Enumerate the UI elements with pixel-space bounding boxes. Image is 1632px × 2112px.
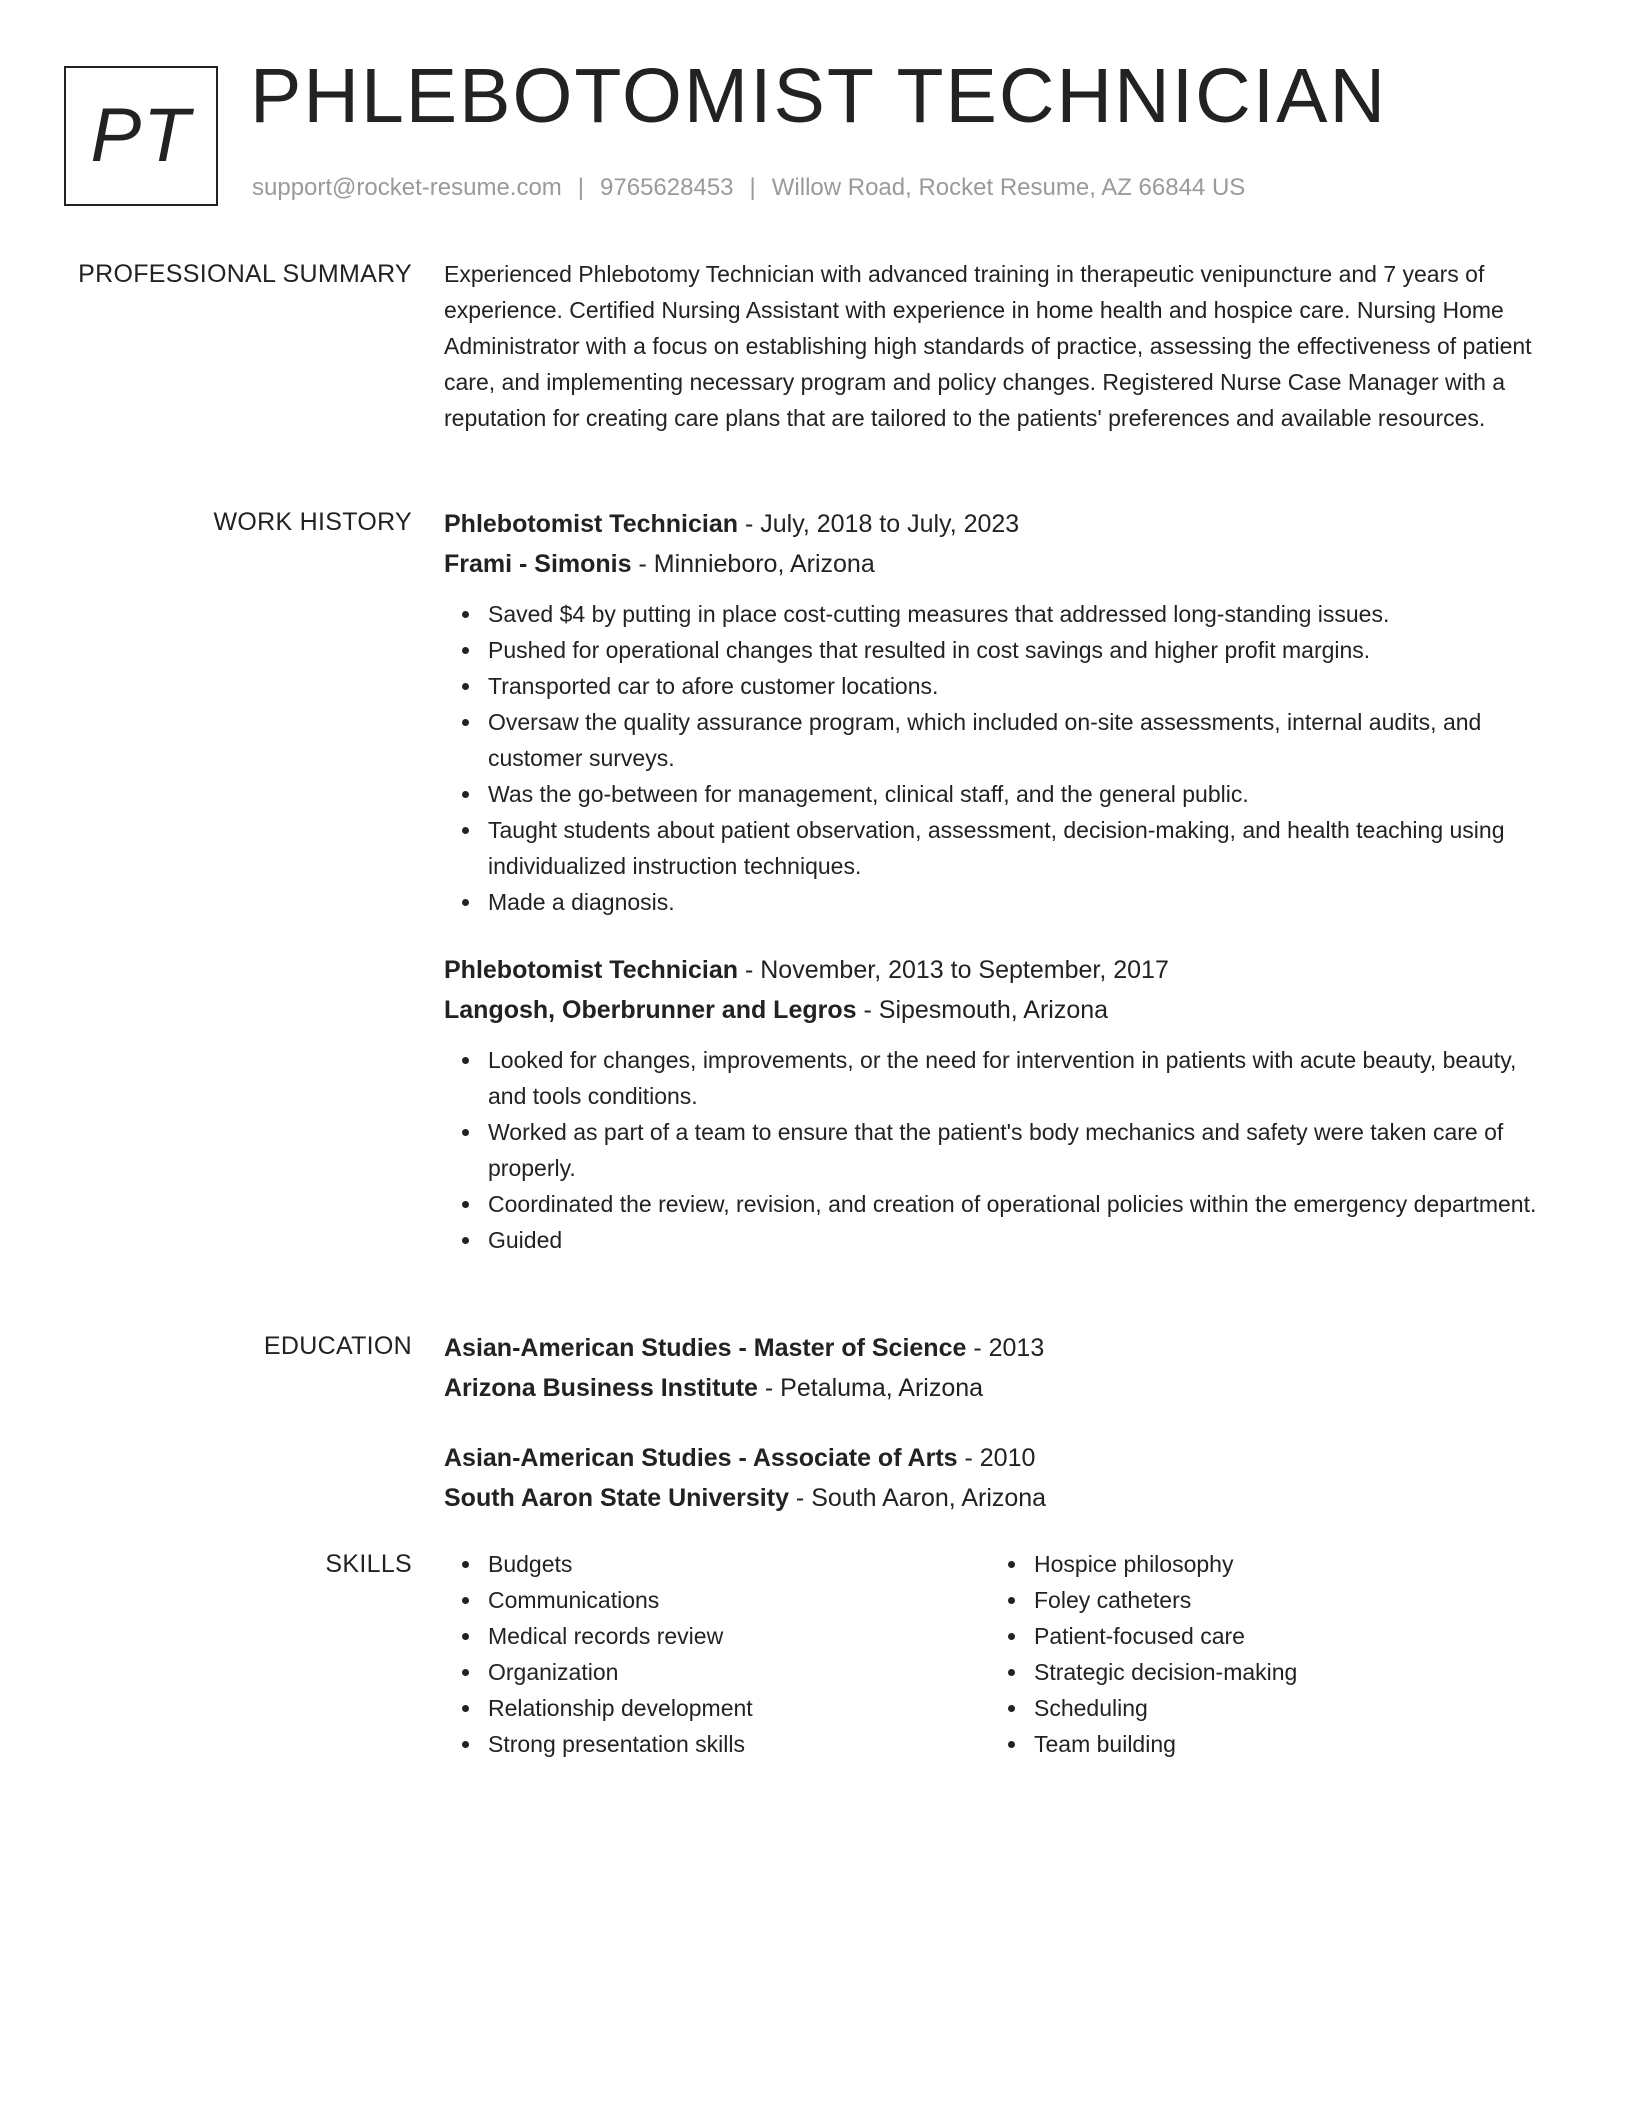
job-entry [444, 950, 1552, 1258]
skill-item: Foley catheters [1034, 1582, 1536, 1618]
skill-item: Strategic decision-making [1034, 1654, 1536, 1690]
job-company: Frami - Simonis [444, 550, 632, 578]
summary-text: Experienced Phlebotomy Technician with advanced training in therapeutic venipuncture and 7 years of experience. Certified Nursing Assistant with experience in home health and hospice care. Nursing Home Administrator with a focus on establishing high standards of practice, assessing the effectiveness of patient care, and implementing necessary program and policy changes. Registered Nurse Case Manager with a reputation for creating care plans that are tailored to the patients' preferences and available resources. [444, 261, 1532, 431]
job-company-line [444, 990, 1552, 1030]
education-school: Arizona Business Institute [444, 1374, 758, 1402]
job-bullet: Was the go-between for management, clinical staff, and the general public. [488, 776, 1552, 812]
education-degree: Asian-American Studies - Associate of Arts [444, 1444, 958, 1472]
job-bullet: Oversaw the quality assurance program, which included on-site assessments, internal audits, and customer surveys. [488, 704, 1552, 776]
job-location: - Minnieboro, Arizona [631, 550, 875, 578]
contact-line [252, 176, 1245, 200]
contact-email: support@rocket-resume.com [252, 174, 562, 201]
job-bullets [444, 596, 1552, 920]
monogram-text: PT [90, 93, 192, 178]
education-year: - 2013 [966, 1334, 1045, 1362]
education-entry [444, 1438, 1552, 1518]
summary-heading: PROFESSIONAL SUMMARY [78, 260, 412, 288]
education-school: South Aaron State University [444, 1484, 789, 1512]
skills-list-right [990, 1546, 1536, 1762]
skill-item: Strong presentation skills [488, 1726, 990, 1762]
education-heading: EDUCATION [263, 1332, 412, 1360]
job-bullet: Pushed for operational changes that resulted in cost savings and higher profit margins. [488, 632, 1552, 668]
contact-address: Willow Road, Rocket Resume, AZ 66844 US [771, 174, 1246, 201]
education-entry [444, 1328, 1552, 1408]
contact-separator: | [577, 174, 585, 201]
job-dates: - November, 2013 to September, 2017 [738, 956, 1169, 984]
skill-item: Relationship development [488, 1690, 990, 1726]
job-company: Langosh, Oberbrunner and Legros [444, 996, 857, 1024]
job-location: - Sipesmouth, Arizona [856, 996, 1109, 1024]
job-entry [444, 504, 1552, 920]
skills-grid [444, 1546, 1552, 1762]
education-degree-line [444, 1438, 1552, 1478]
job-bullets [444, 1042, 1552, 1258]
education-year: - 2010 [957, 1444, 1036, 1472]
work-history-heading: WORK HISTORY [213, 508, 412, 536]
skills-list-left [444, 1546, 990, 1762]
skill-item: Hospice philosophy [1034, 1546, 1536, 1582]
education-school-line [444, 1368, 1552, 1408]
skill-item: Patient-focused care [1034, 1618, 1536, 1654]
skill-item: Budgets [488, 1546, 990, 1582]
skill-item: Communications [488, 1582, 990, 1618]
skill-item: Organization [488, 1654, 990, 1690]
education-location: - Petaluma, Arizona [757, 1374, 984, 1402]
education-degree: Asian-American Studies - Master of Science [444, 1334, 967, 1362]
skill-item: Scheduling [1034, 1690, 1536, 1726]
job-bullet: Worked as part of a team to ensure that the patient's body mechanics and safety were taken care of properly. [488, 1114, 1552, 1186]
job-title-line [444, 504, 1552, 544]
education-school-line [444, 1478, 1552, 1518]
education-degree-line [444, 1328, 1552, 1368]
job-dates: - July, 2018 to July, 2023 [738, 510, 1020, 538]
job-bullet: Saved $4 by putting in place cost-cutting measures that addressed long-standing issues. [488, 596, 1552, 632]
job-bullet: Taught students about patient observation, assessment, decision-making, and health teaching using individualized instruction techniques. [488, 812, 1552, 884]
job-role: Phlebotomist Technician [444, 510, 739, 538]
skill-item: Medical records review [488, 1618, 990, 1654]
contact-phone: 9765628453 [600, 174, 734, 201]
monogram-logo [64, 66, 218, 206]
job-bullet: Guided [488, 1222, 1552, 1258]
job-bullet: Coordinated the review, revision, and creation of operational policies within the emergency department. [488, 1186, 1552, 1222]
job-title-line [444, 950, 1552, 990]
job-company-line [444, 544, 1552, 584]
job-bullet: Transported car to afore customer locations. [488, 668, 1552, 704]
job-bullet: Made a diagnosis. [488, 884, 1552, 920]
contact-separator: | [749, 174, 756, 201]
skills-heading: SKILLS [325, 1550, 412, 1578]
skill-item: Team building [1034, 1726, 1536, 1762]
resume-title: PHLEBOTOMIST TECHNICIAN [250, 53, 1388, 139]
job-bullet: Looked for changes, improvements, or the need for intervention in patients with acute beauty, beauty, and tools conditions. [488, 1042, 1552, 1114]
education-location: - South Aaron, Arizona [788, 1484, 1047, 1512]
job-role: Phlebotomist Technician [444, 956, 739, 984]
